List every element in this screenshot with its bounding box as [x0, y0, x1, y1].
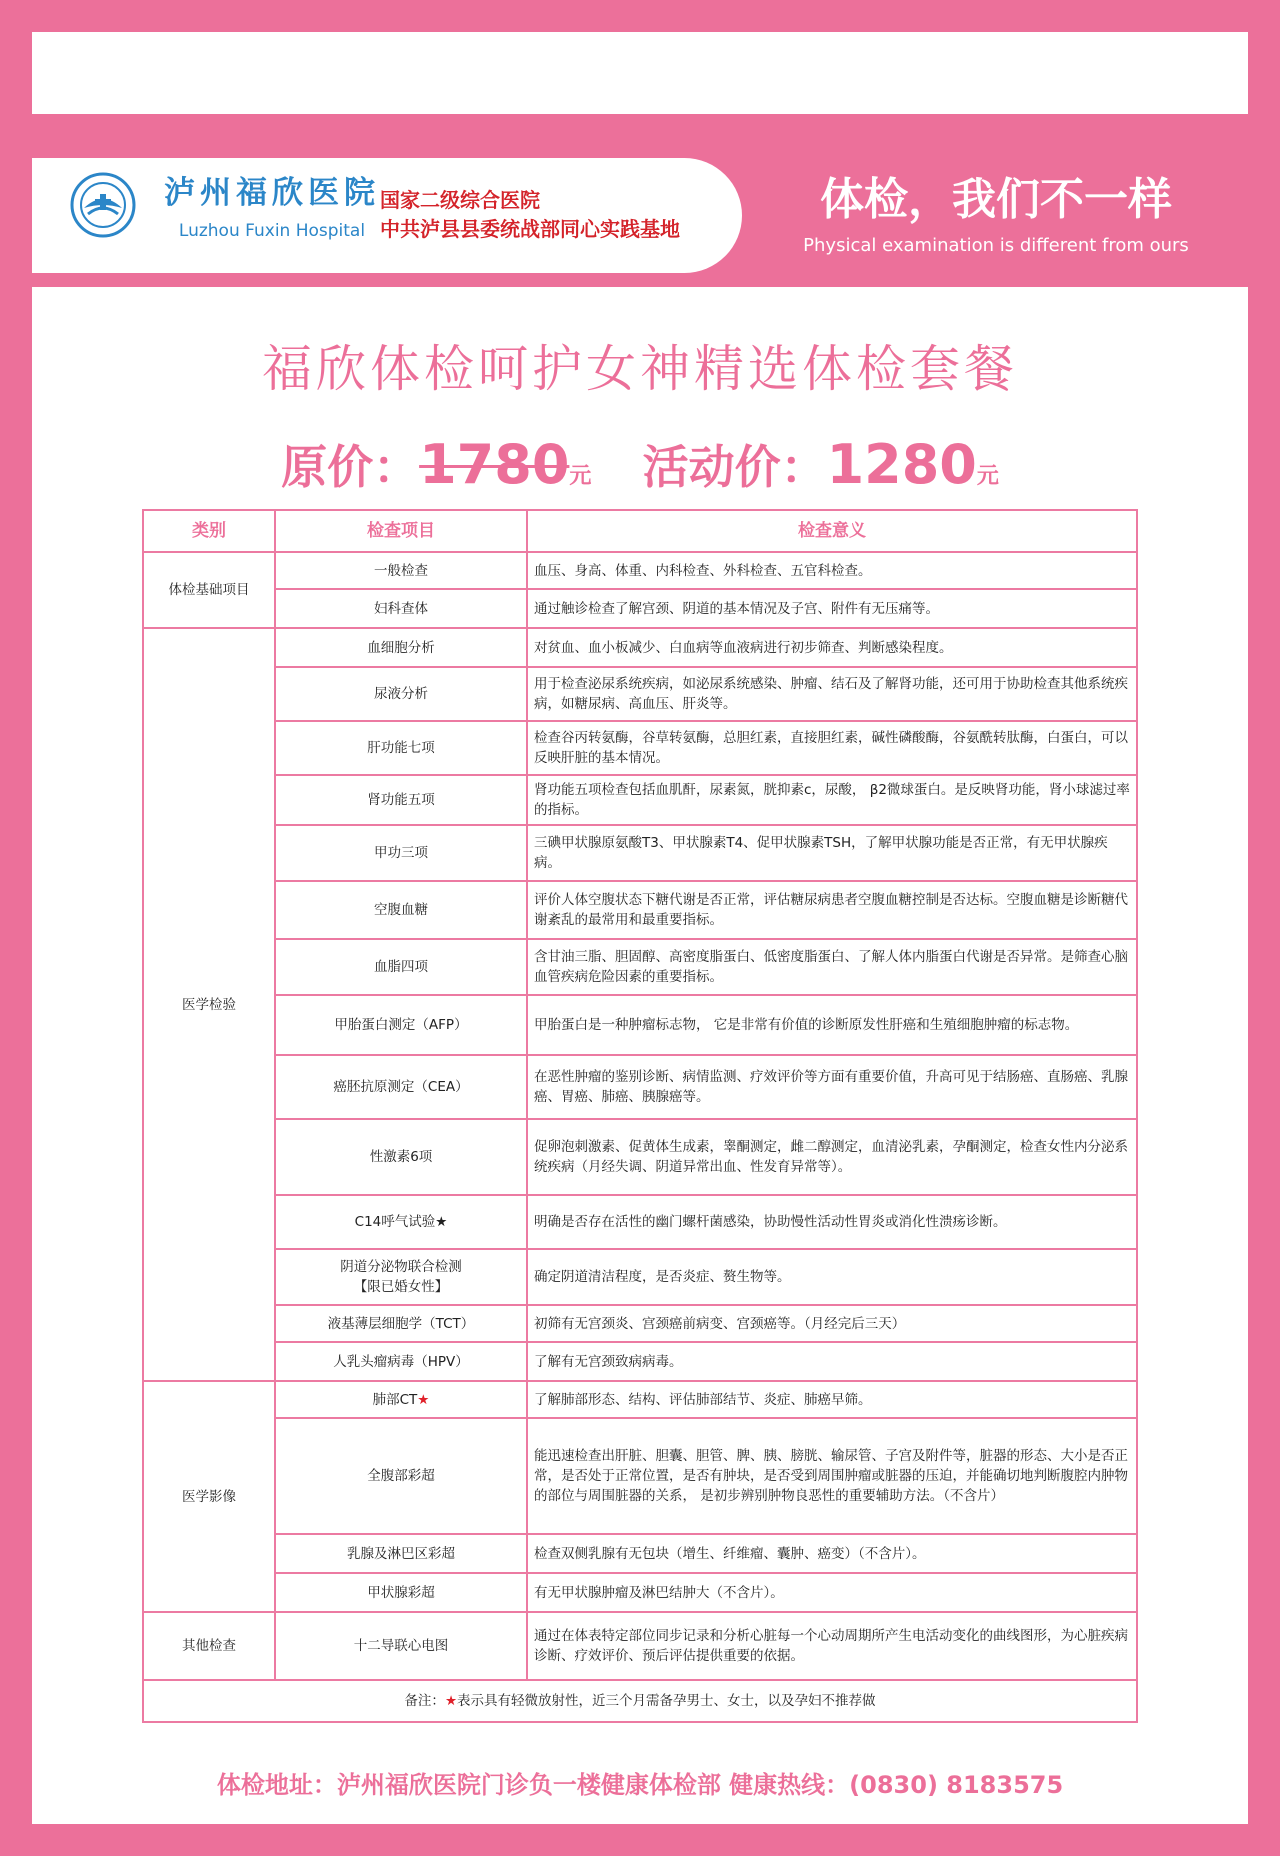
- item-cell: 尿液分析: [275, 667, 527, 721]
- event-price-label: 活动价：: [642, 440, 827, 494]
- item-cell: 肝功能七项: [275, 721, 527, 775]
- table-note-row: [143, 1680, 1137, 1722]
- slogan: 体检，我们不一样: [820, 174, 1172, 225]
- table-row: [143, 667, 1137, 721]
- header-item: 检查项目: [275, 510, 527, 552]
- hospital-logo-icon: [70, 172, 136, 238]
- item-cell: 癌胚抗原测定（CEA）: [275, 1055, 527, 1119]
- item-name: 肺部CT: [372, 1391, 418, 1408]
- category-cell: 医学影像: [143, 1381, 275, 1612]
- item-cell: 甲状腺彩超: [275, 1573, 527, 1612]
- table-row: [143, 1055, 1137, 1119]
- meaning-cell: 肾功能五项检查包括血肌酐，尿素氮，胱抑素c，尿酸， β2微球蛋白。是反映肾功能，肾小球滤过率的指标。: [527, 775, 1137, 825]
- category-cell: 医学检验: [143, 628, 275, 1381]
- meaning-cell: 明确是否存在活性的幽门螺杆菌感染，协助慢性活动性胃炎或消化性溃疡诊断。: [527, 1195, 1137, 1249]
- item-cell: 血细胞分析: [275, 628, 527, 667]
- item-cell: 妇科查体: [275, 589, 527, 628]
- category-cell: 其他检查: [143, 1612, 275, 1680]
- table-row: [143, 939, 1137, 995]
- item-cell: C14呼气试验★: [275, 1195, 527, 1249]
- item-cell: 性激素6项: [275, 1119, 527, 1195]
- item-cell: 空腹血糖: [275, 881, 527, 939]
- item-cell: 一般检查: [275, 552, 527, 589]
- item-cell: 十二导联心电图: [275, 1612, 527, 1680]
- meaning-cell: 评价人体空腹状态下糖代谢是否正常，评估糖尿病患者空腹血糖控制是否达标。空腹血糖是诊断糖代谢紊乱的最常用和最重要指标。: [527, 881, 1137, 939]
- meaning-cell: 促卵泡刺激素、促黄体生成素，睾酮测定，雌二醇测定，血清泌乳素，孕酮测定，检查女性内分泌系统疾病（月经失调、阴道异常出血、性发育异常等）。: [527, 1119, 1137, 1195]
- table-row: [143, 775, 1137, 825]
- item-cell: 乳腺及淋巴区彩超: [275, 1534, 527, 1573]
- meaning-cell: 甲胎蛋白是一种肿瘤标志物， 它是非常有价值的诊断原发性肝癌和生殖细胞肿瘤的标志物。: [527, 995, 1137, 1055]
- table-row: [143, 721, 1137, 775]
- radiation-star-icon: ★: [417, 1391, 430, 1408]
- table-header-row: [143, 510, 1137, 552]
- meaning-cell: 通过触诊检查了解宫颈、阴道的基本情况及子宫、附件有无压痛等。: [527, 589, 1137, 628]
- meaning-cell: 在恶性肿瘤的鉴别诊断、病情监测、疗效评价等方面有重要价值，升高可见于结肠癌、直肠癌、乳腺癌、胃癌、肺癌、胰腺癌等。: [527, 1055, 1137, 1119]
- exam-table-container: [142, 509, 1136, 1723]
- exam-table: [142, 509, 1138, 1723]
- original-price-value: 1780: [419, 433, 570, 496]
- table-row: [143, 1534, 1137, 1573]
- note-cell: [143, 1680, 1137, 1722]
- item-cell: 人乳头瘤病毒（HPV）: [275, 1342, 527, 1381]
- category-cell: 体检基础项目: [143, 552, 275, 628]
- meaning-cell: 了解肺部形态、结构、评估肺部结节、炎症、肺癌早筛。: [527, 1381, 1137, 1418]
- table-row: [143, 881, 1137, 939]
- meaning-cell: 血压、身高、体重、内科检查、外科检查、五官科检查。: [527, 552, 1137, 589]
- table-row: [143, 1249, 1137, 1305]
- table-row: [143, 552, 1137, 589]
- hospital-tagline-base: 中共泸县县委统战部同心实践基地: [380, 217, 680, 241]
- table-row: [143, 1119, 1137, 1195]
- item-cell: 甲功三项: [275, 825, 527, 881]
- table-row: [143, 825, 1137, 881]
- item-cell: [275, 1249, 527, 1305]
- item-cell: 全腹部彩超: [275, 1418, 527, 1534]
- meaning-cell: 检查双侧乳腺有无包块（增生、纤维瘤、囊肿、癌变）（不含片）。: [527, 1534, 1137, 1573]
- price-line: [32, 430, 1248, 513]
- hospital-tagline-grade: 国家二级综合医院: [380, 188, 540, 212]
- footer-address-hotline: 体检地址：泸州福欣医院门诊负一楼健康体检部 健康热线：(0830) 8183575: [216, 1771, 1064, 1799]
- note-prefix: 备注：: [404, 1693, 445, 1709]
- poster-page: [32, 32, 1248, 1824]
- original-price-label: 原价：: [281, 440, 420, 494]
- item-name: 阴道分泌物联合检测: [340, 1259, 462, 1275]
- meaning-cell: 用于检查泌尿系统疾病，如泌尿系统感染、肿瘤、结石及了解肾功能，还可用于协助检查其他系统疾病，如糖尿病、高血压、肝炎等。: [527, 667, 1137, 721]
- radiation-star-icon: ★: [444, 1693, 458, 1709]
- event-price-value: 1280: [826, 433, 977, 496]
- meaning-cell: 对贫血、血小板减少、白血病等血液病进行初步筛查、判断感染程度。: [527, 628, 1137, 667]
- package-title: 福欣体检呵护女神精选体检套餐: [262, 340, 1018, 398]
- meaning-cell: 确定阴道清洁程度，是否炎症、赘生物等。: [527, 1249, 1137, 1305]
- meaning-cell: 检查谷丙转氨酶，谷草转氨酶，总胆红素，直接胆红素，碱性磷酸酶，谷氨酰转肽酶，白蛋白，可以反映肝脏的基本情况。: [527, 721, 1137, 775]
- item-cell: 肾功能五项: [275, 775, 527, 825]
- item-cell: [275, 1381, 527, 1418]
- hospital-name-en: Luzhou Fuxin Hospital: [178, 221, 366, 241]
- header-category: 类别: [143, 510, 275, 552]
- table-row: [143, 1612, 1137, 1680]
- table-row: [143, 1195, 1137, 1249]
- table-row: [143, 995, 1137, 1055]
- table-row: [143, 1342, 1137, 1381]
- item-restriction: 【限已婚女性】: [353, 1279, 449, 1295]
- item-cell: 液基薄层细胞学（TCT）: [275, 1305, 527, 1342]
- event-price-unit: 元: [976, 464, 999, 489]
- item-cell: 甲胎蛋白测定（AFP）: [275, 995, 527, 1055]
- meaning-cell: 有无甲状腺肿瘤及淋巴结肿大（不含片）。: [527, 1573, 1137, 1612]
- table-row: [143, 1305, 1137, 1342]
- meaning-cell: 含甘油三脂、胆固醇、高密度脂蛋白、低密度脂蛋白、了解人体内脂蛋白代谢是否异常。是筛查心脑血管疾病危险因素的重要指标。: [527, 939, 1137, 995]
- table-row: [143, 628, 1137, 667]
- hospital-name: 泸州福欣医院: [164, 175, 380, 211]
- meaning-cell: 能迅速检查出肝脏、胆囊、胆管、脾、胰、膀胱、输尿管、子宫及附件等，脏器的形态、大小是否正常，是否处于正常位置，是否有肿块，是否受到周围肿瘤或脏器的压迫，并能确切地判断腹腔内肿物的部位与周围脏器的关系， 是初步辨别肿物良恶性的重要辅助方法。（不含片）: [527, 1418, 1137, 1534]
- meaning-cell: 初筛有无宫颈炎、宫颈癌前病变、宫颈癌等。（月经完后三天）: [527, 1305, 1137, 1342]
- original-price-unit: 元: [569, 464, 592, 489]
- table-row: [143, 1418, 1137, 1534]
- header-meaning: 检查意义: [527, 510, 1137, 552]
- slogan-en: Physical examination is different from ours: [803, 235, 1189, 256]
- table-row: [143, 1381, 1137, 1418]
- meaning-cell: 通过在体表特定部位同步记录和分析心脏每一个心动周期所产生电活动变化的曲线图形，为心脏疾病诊断、疗效评价、预后评估提供重要的依据。: [527, 1612, 1137, 1680]
- table-row: [143, 1573, 1137, 1612]
- note-text: 表示具有轻微放射性，近三个月需备孕男士、女士，以及孕妇不推荐做: [457, 1693, 876, 1709]
- item-cell: 血脂四项: [275, 939, 527, 995]
- table-row: [143, 589, 1137, 628]
- meaning-cell: 了解有无宫颈致病病毒。: [527, 1342, 1137, 1381]
- meaning-cell: 三碘甲状腺原氨酸T3、甲状腺素T4、促甲状腺素TSH，了解甲状腺功能是否正常，有无甲状腺疾病。: [527, 825, 1137, 881]
